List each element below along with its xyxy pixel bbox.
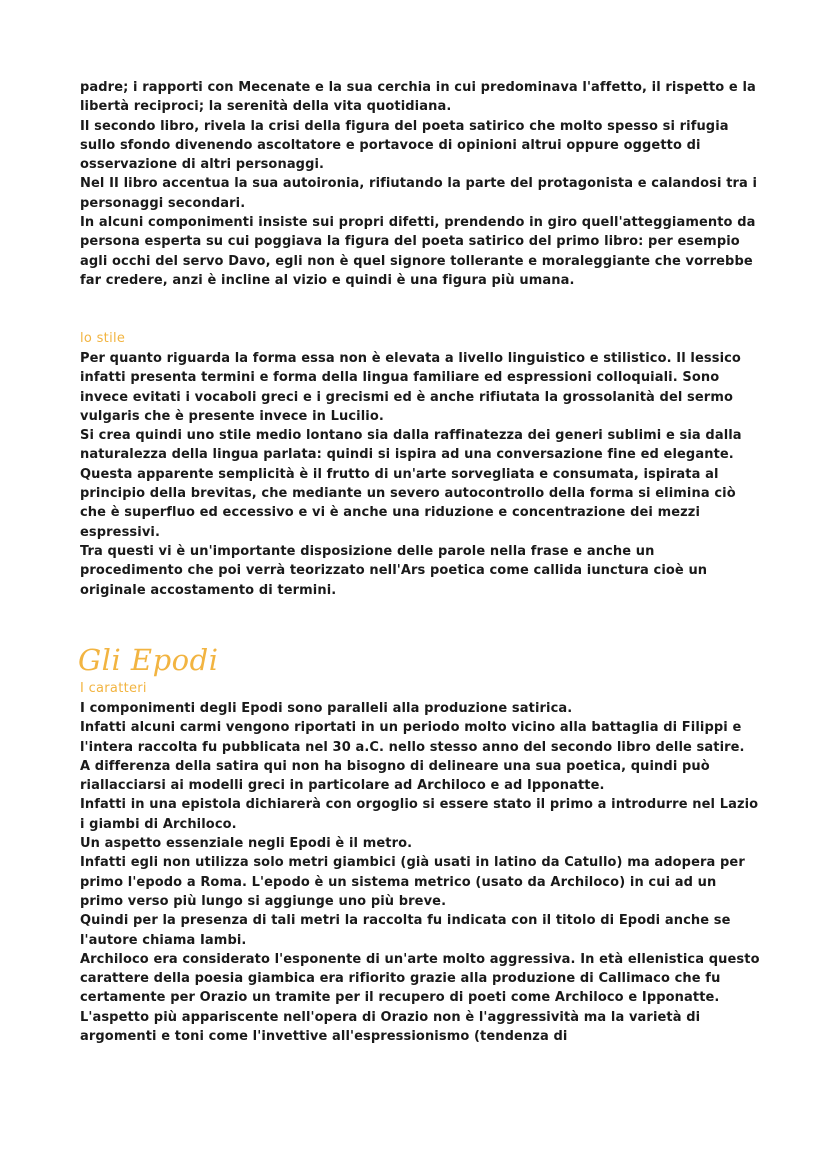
- paragraph: Per quanto riguarda la forma essa non è elevata a livello linguistico e stilistico. Il lessico infatti presenta termini e forma della lingua familiare ed espressioni colloquiali. Sono invece evitati i vocaboli greci e i grecismi ed è anche rifiutata la grossolanità del sermo vulgaris che è presente invece in Lucilio.: [80, 351, 741, 424]
- paragraph: Nel II libro accentua la sua autoironia, rifiutando la parte del protagonista e calandosi tra i personaggi secondari.: [80, 176, 758, 211]
- paragraph: Infatti in una epistola dichiarerà con orgoglio si essere stato il primo a introdurre nel Lazio i giambi di Archiloco.: [80, 797, 759, 832]
- paragraph: Archiloco era considerato l'esponente di un'arte molto aggressiva. In età ellenistica questo carattere della poesia giambica era rifiorito grazie alla produzione di Callimaco che fu certamente per Orazio un tramite per il recupero di poeti come Archiloco e Ipponatte.: [80, 951, 760, 1006]
- section-heading-caratteri: I caratteri: [80, 681, 147, 696]
- paragraph: A differenza della satira qui non ha bisogno di delineare una sua poetica, quindi può riallacciarsi ai modelli greci in particolare ad Archiloco e ad Ipponatte.: [80, 758, 710, 794]
- paragraph: Questa apparente semplicità è il frutto di un'arte sorvegliata e consumata, ispirata al principio della brevitas, che mediante un severo autocontrollo della forma si elimina ciò che è superfluo ed eccessivo e vi è anche una riduzione e concentrazione dei mezzi espressivi.: [80, 466, 736, 540]
- paragraph: Un aspetto essenziale negli Epodi è il metro.: [80, 836, 413, 852]
- paragraph: Infatti egli non utilizza solo metri giambici (già usati in latino da Catullo) ma adopera per primo l'epodo a Roma. L'epodo è un sistema metrico (usato da Archiloco) in cui ad un primo verso più lungo si aggiunge uno più breve.: [80, 855, 745, 909]
- paragraph: Si crea quindi uno stile medio lontano sia dalla raffinatezza dei generi sublimi e sia dalla naturalezza della lingua parlata: quindi si ispira ad una conversazione fine ed elegante.: [80, 428, 742, 463]
- satire-text-block: [80, 78, 760, 290]
- stile-text-block: [80, 349, 760, 600]
- section-title-epodi: Gli Epodi: [78, 643, 219, 677]
- paragraph: Quindi per la presenza di tali metri la raccolta fu indicata con il titolo di Epodi anche se l'autore chiama Iambi.: [80, 913, 731, 948]
- paragraph: Infatti alcuni carmi vengono riportati in un periodo molto vicino alla battaglia di Filippi e l'intera raccolta fu pubblicata nel 30 a.C. nello stesso anno del secondo libro delle satire.: [80, 720, 745, 755]
- section-heading-stile: lo stile: [80, 331, 126, 346]
- paragraph: padre; i rapporti con Mecenate e la sua cerchia in cui predominava l'affetto, il rispetto e la libertà reciproci; la serenità della vita quotidiana.: [80, 80, 756, 115]
- paragraph: Il secondo libro, rivela la crisi della figura del poeta satirico che molto spesso si rifugia sullo sfondo divenendo ascoltatore e portavoce di opinioni altrui oppure oggetto di osservazione di altri personaggi.: [80, 118, 729, 173]
- paragraph: I componimenti degli Epodi sono paralleli alla produzione satirica.: [80, 701, 573, 716]
- paragraph: L'aspetto più appariscente nell'opera di Orazio non è l'aggressività ma la varietà di argomenti e toni come l'invettive all'espressionismo (tendenza di: [80, 1009, 701, 1045]
- paragraph: In alcuni componimenti insiste sui propri difetti, prendendo in giro quell'atteggiamento da persona esperta su cui poggiava la figura del poeta satirico del primo libro: per esempio agli occhi del servo Davo, egli non è quel signore tollerante e moraleggiante che vorrebbe far credere, anzi è incline al vizio e quindi è una figura più umana.: [80, 215, 756, 288]
- epodi-text-block: [80, 699, 760, 1046]
- paragraph: Tra questi vi è un'importante disposizione delle parole nella frase e anche un procedimento che poi verrà teorizzato nell'Ars poetica come callida iunctura cioè un originale accostamento di termini.: [80, 543, 708, 598]
